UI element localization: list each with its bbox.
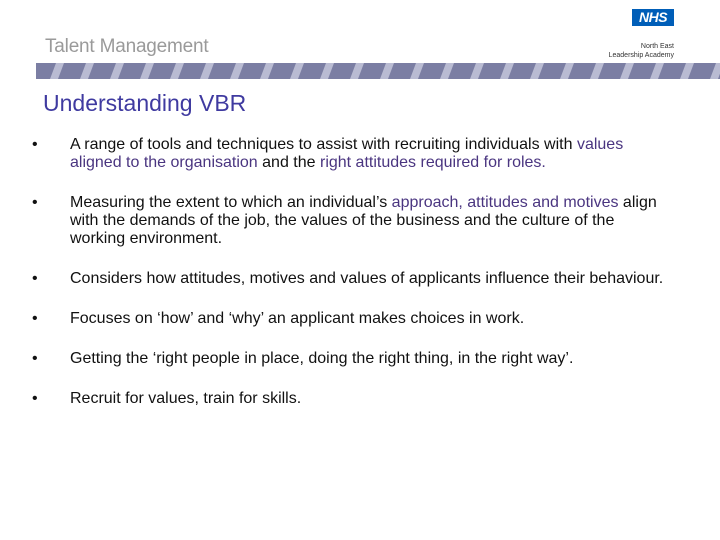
bullet-item: [30, 350, 670, 368]
bullet-text: A range of tools and techniques to assist with recruiting individuals with: [70, 136, 577, 153]
stripe-mark: [140, 63, 154, 79]
bullet-item: [30, 136, 670, 172]
stripe-mark: [470, 63, 484, 79]
bullet-item: [30, 310, 670, 328]
bullet-text: Getting the ‘right people in place, doing the right thing, in the right way’.: [70, 350, 574, 367]
org-name: [609, 42, 674, 60]
bullet-highlight: right attitudes required for roles.: [319, 154, 546, 171]
header-title: Talent Management: [45, 36, 209, 57]
bullet-item: [30, 390, 670, 408]
stripe-mark: [530, 63, 544, 79]
stripe-mark: [350, 63, 364, 79]
org-name-line1: North East: [640, 43, 674, 50]
bullet-text: align with the demands of the job, the values of the business and the culture of the working environment.: [70, 194, 657, 247]
bullet-marker: •: [32, 350, 38, 367]
bullet-text: Focuses on ‘how’ and ‘why’ an applicant makes choices in work.: [70, 310, 525, 327]
stripe-mark: [110, 63, 124, 79]
bullet-marker: •: [32, 136, 38, 153]
bullet-text: Considers how attitudes, motives and values of applicants influence their behaviour.: [70, 270, 664, 287]
bullet-item: [30, 194, 670, 248]
stripe-mark: [440, 63, 454, 79]
nhs-logo: NHS: [632, 9, 674, 26]
stripe-mark: [320, 63, 334, 79]
stripe-mark: [200, 63, 214, 79]
stripe-mark: [410, 63, 424, 79]
bullet-marker: •: [32, 390, 38, 407]
stripe-mark: [620, 63, 634, 79]
stripe-mark: [260, 63, 274, 79]
stripe-mark: [710, 63, 720, 79]
stripe-mark: [230, 63, 244, 79]
stripe-mark: [680, 63, 694, 79]
bullet-marker: •: [32, 310, 38, 327]
stripe-mark: [590, 63, 604, 79]
slide-title: Understanding VBR: [43, 90, 247, 116]
org-name-line2: Leadership Academy: [608, 52, 674, 59]
decorative-stripe-band: [36, 63, 720, 79]
stripe-mark: [500, 63, 514, 79]
bullet-item: [30, 270, 670, 288]
bullet-marker: •: [32, 270, 38, 287]
bullet-marker: •: [32, 194, 38, 211]
stripe-mark: [170, 63, 184, 79]
bullet-highlight: values aligned to the organisation: [70, 136, 624, 171]
bullet-text: Measuring the extent to which an individual’s: [70, 194, 392, 211]
stripe-mark: [80, 63, 94, 79]
bullet-text: Recruit for values, train for skills.: [70, 390, 302, 407]
stripe-mark: [50, 63, 64, 79]
stripe-mark: [380, 63, 394, 79]
stripe-mark: [560, 63, 574, 79]
bullet-highlight: approach, attitudes and motives: [391, 194, 619, 211]
bullet-list: [30, 136, 670, 430]
bullet-text: and the: [257, 154, 320, 171]
stripe-mark: [290, 63, 304, 79]
stripe-mark: [650, 63, 664, 79]
stripe-pattern: [36, 63, 720, 79]
